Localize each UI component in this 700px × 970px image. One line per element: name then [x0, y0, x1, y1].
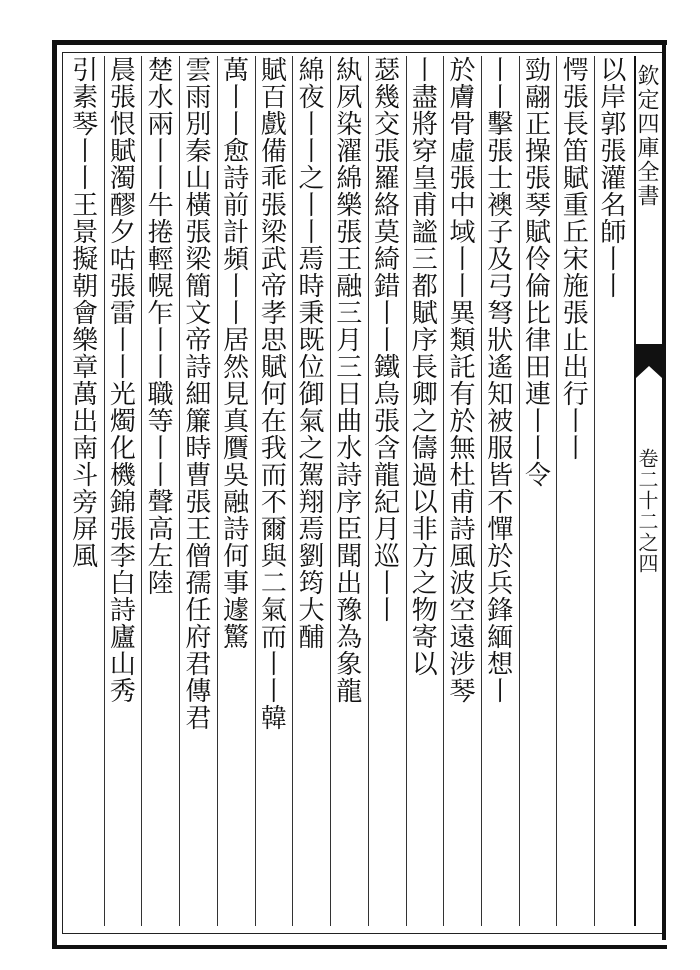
text-column: 勁翮正操張琴賦伶倫比律田連丨丨令	[519, 56, 557, 926]
fish-tail-mark-icon	[636, 344, 662, 378]
fore-edge-gutter	[634, 56, 662, 926]
text-column: 晨張恨賦濁醪夕咕張雷丨丨光燭化機錦張李白詩廬山秀	[104, 56, 142, 926]
text-column: 愕張長笛賦重丘宋施張止出行丨丨	[556, 56, 594, 926]
text-column: 丨盡將穿皇甫謐三都賦序長卿之儔過以非方之物寄以	[406, 56, 444, 926]
volume-label: 卷二十二之四	[635, 448, 659, 574]
text-column: 紈夙染濯綿樂張王融三月三日曲水詩序臣聞出豫為象龍	[330, 56, 368, 926]
text-column: 於膚骨虛張中域丨丨異類託有於無杜甫詩風波空遠涉琴	[443, 56, 481, 926]
text-column: 賦百戲備乖張梁武帝孝思賦何在我而不爾與二氣而丨丨韓	[255, 56, 293, 926]
book-title: 欽定四庫全書	[634, 64, 659, 208]
text-column: 以岸郭張灌名師丨丨	[594, 56, 632, 926]
text-column: 瑟幾交張羅絡莫綺錯丨丨鐵烏張含龍紀月巡丨丨	[368, 56, 406, 926]
text-column: 丨丨擊張士襖子及弓弩狀遙知被服皆不憚於兵鋒緬想丨	[481, 56, 519, 926]
text-column: 引素琴丨丨王景擬朝會樂章萬出南斗旁屏風	[67, 56, 98, 569]
text-column: 雲雨別秦山橫張梁簡文帝詩細簾時曹張王僧孺任府君傳君	[179, 56, 217, 926]
text-body	[66, 56, 632, 926]
page-edge	[662, 40, 666, 940]
text-column: 綿夜丨丨之丨丨焉時秉既位御氣之駕翔焉劉筠大酺	[292, 56, 330, 926]
text-column: 萬丨丨愈詩前計頻丨丨居然見真贋吳融詩何事遽驚	[217, 56, 255, 926]
text-column: 楚水兩丨丨牛捲輕幌乍丨丨職等丨丨聲高左陸	[141, 56, 179, 926]
